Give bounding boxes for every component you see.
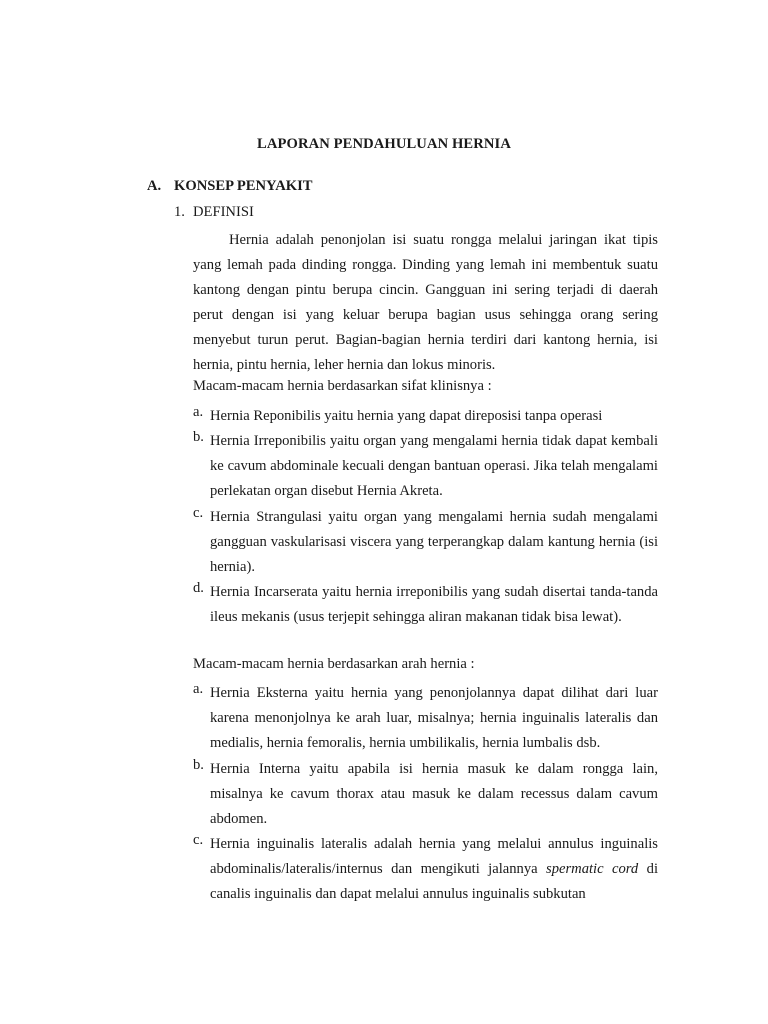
list-item-text: Hernia Irreponibilis yaitu organ yang mengalami hernia tidak dapat kembali ke cavum abdominale kecuali dengan bantuan operasi. Jika telah mengalami perlekatan organ disebut Hernia Akreta. [210, 433, 658, 499]
list-item-text [210, 832, 658, 907]
list-item [193, 757, 658, 832]
list-item-text: Hernia Strangulasi yaitu organ yang mengalami hernia sudah mengalami gangguan vaskularisasi viscera yang terperangkap dalam kantung hernia (isi hernia). [210, 509, 658, 575]
definition-paragraph: Hernia adalah penonjolan isi suatu rongga melalui jaringan ikat tipis yang lemah pada dinding rongga. Dinding yang lemah ini membentuk suatu kantong dengan pintu berupa cincin. Gangguan ini sering terjadi di daerah perut dengan isi yang keluar berupa bagian usus sehingga orang sering menyebut turun perut. Bagian-bagian hernia terdiri dari kantong hernia, isi hernia, pintu hernia, leher hernia dan lokus minoris. [193, 232, 658, 373]
list-item-text: Hernia Reponibilis yaitu hernia yang dapat direposisi tanpa operasi [210, 408, 603, 424]
document-title: LAPORAN PENDAHULUAN HERNIA [257, 136, 511, 152]
section-heading [147, 178, 313, 195]
text-segment: Hernia inguinalis lateralis adalah hernia yang melalui annulus inguinalis abdominalis/lateralis/internus dan mengikuti jalannya [210, 836, 658, 877]
list-marker: b. [193, 429, 204, 445]
direction-types-heading: Macam-macam hernia berdasarkan arah hernia : [193, 656, 475, 672]
list-item-text: Hernia Incarserata yaitu hernia irreponibilis yang sudah disertai tanda-tanda ileus mekanis (usus terjepit sehingga aliran makanan tidak bisa lewat). [210, 584, 658, 625]
italic-term: spermatic cord [546, 861, 639, 877]
list-marker: d. [193, 580, 204, 596]
list-marker: c. [193, 505, 204, 521]
text-segment: di canalis inguinalis dan dapat melalui annulus inguinalis subkutan [210, 861, 658, 902]
subsection-heading [174, 204, 254, 221]
list-item [193, 832, 658, 907]
list-item [193, 580, 658, 630]
list-item-text: Hernia Eksterna yaitu hernia yang penonjolannya dapat dilihat dari luar karena menonjolnya ke arah luar, misalnya; hernia inguinalis lateralis dan medialis, hernia femoralis, hernia umbilikalis, hernia lumbalis dsb. [210, 685, 658, 751]
section-text: KONSEP PENYAKIT [174, 178, 313, 194]
list-marker: b. [193, 757, 204, 773]
list-item-text: Hernia Interna yaitu apabila isi hernia masuk ke dalam rongga lain, misalnya ke cavum thorax atau masuk ke dalam recessus dalam cavum abdomen. [210, 761, 658, 827]
list-item [193, 429, 658, 504]
clinical-types-heading: Macam-macam hernia berdasarkan sifat klinisnya : [193, 378, 492, 394]
subsection-label: 1. [174, 204, 185, 220]
list-marker: a. [193, 404, 204, 420]
list-item [193, 681, 658, 756]
list-marker: a. [193, 681, 204, 697]
section-label: A. [147, 178, 162, 194]
list-item [193, 505, 658, 580]
list-item [193, 404, 658, 429]
list-marker: c. [193, 832, 204, 848]
subsection-text: DEFINISI [193, 204, 254, 220]
